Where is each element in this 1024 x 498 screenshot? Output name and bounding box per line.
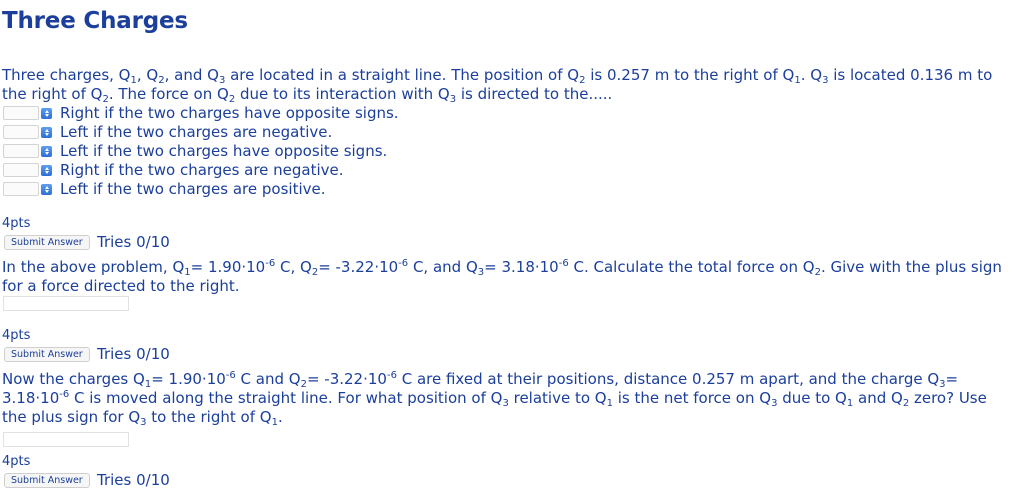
- question-3-text: Now the charges $Q_1= 1.90\cdot 10^{-6}$ C and $Q_2= -3.22\cdot 10^{-6}$ C are fixed at their positions, distance 0.257 m apart, and the charge $Q_3= 3.18\cdot 10^{-6}$ C is moved along the straight line. For what position of $Q_3$ relative to $Q_1$ is the net force on $Q_3$ due to $Q_1$ and $Q_2$ zero? Use the plus sign for $Q_3$ to the right of $Q_1$.: [2, 370, 987, 428]
- tries-counter: Tries 0/10: [97, 345, 170, 363]
- points-label: 4pts: [2, 216, 31, 231]
- select-arrows-icon[interactable]: [41, 127, 52, 138]
- points-label: 4pts: [2, 454, 31, 469]
- answer-select[interactable]: [3, 106, 39, 120]
- tries-counter: Tries 0/10: [97, 471, 170, 489]
- answer-select[interactable]: [3, 163, 39, 177]
- option-label: Left if the two charges are negative.: [60, 123, 333, 141]
- answer-input[interactable]: [3, 432, 129, 447]
- answer-select[interactable]: [3, 144, 39, 158]
- select-arrows-icon[interactable]: [41, 146, 52, 157]
- submit-answer-button[interactable]: Submit Answer: [4, 235, 90, 250]
- option-row: [3, 104, 399, 122]
- page-title: Three Charges: [2, 8, 188, 34]
- option-label: Right if the two charges have opposite signs.: [60, 104, 399, 122]
- select-arrows-icon[interactable]: [41, 165, 52, 176]
- option-label: Right if the two charges are negative.: [60, 161, 344, 179]
- option-row: [3, 142, 387, 160]
- option-row: [3, 180, 326, 198]
- tries-counter: Tries 0/10: [97, 233, 170, 251]
- submit-answer-button[interactable]: Submit Answer: [4, 347, 90, 362]
- answer-select[interactable]: [3, 125, 39, 139]
- answer-input[interactable]: [3, 296, 129, 311]
- option-label: Left if the two charges are positive.: [60, 180, 326, 198]
- answer-select[interactable]: [3, 182, 39, 196]
- question-1-text: Three charges, $Q_1$, $Q_2$, and $Q_3$ are located in a straight line. The position of $Q_2$ is 0.257 m to the right of $Q_1$. $Q_3$ is located 0.136 m to the right of $Q_2$. The force on $Q_2$ due to its interaction with $Q_3$ is directed to the.....: [2, 66, 993, 105]
- option-row: [3, 123, 332, 141]
- select-arrows-icon[interactable]: [41, 108, 52, 119]
- option-label: Left if the two charges have opposite signs.: [60, 142, 388, 160]
- option-row: [3, 161, 344, 179]
- question-2-text: In the above problem, $Q_1= 1.90\cdot 10^{-6}$ C, $Q_2= -3.22\cdot 10^{-6}$ C, and $Q_3= 3.18\cdot 10^{-6}$ C. Calculate the total force on $Q_2$. Give with the plus sign for a force directed to the right.: [2, 258, 1002, 295]
- select-arrows-icon[interactable]: [41, 184, 52, 195]
- submit-answer-button[interactable]: Submit Answer: [4, 473, 90, 488]
- points-label: 4pts: [2, 328, 31, 343]
